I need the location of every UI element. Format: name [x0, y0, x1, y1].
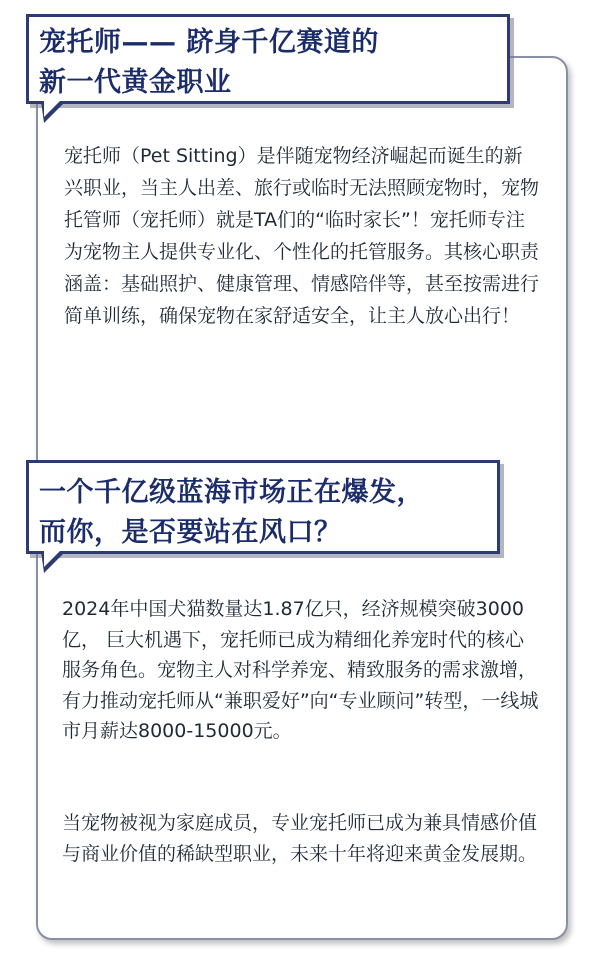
- section-1-title-line-2: 新一代黄金职业: [39, 67, 232, 98]
- section-1-body: 宠托师（Pet Sitting）是伴随宠物经济崛起而诞生的新兴职业，当主人出差、旅行或临时无法照顾宠物时，宠物托管师（宠托师）就是TA们的“临时家长”！宠托师专注为宠物主人提供专业化、个性化的托管服务。其核心职责涵盖：基础照护、健康管理、情感陪伴等，甚至按需进行简单训练，确保宠物在家舒适安全，让主人放心出行！: [64, 145, 540, 327]
- section-2-title-line-2: 而你，是否要站在风口？: [39, 517, 342, 548]
- section-1-title-line-1: 宠托师—— 跻身千亿赛道的: [39, 27, 379, 58]
- callout-tail-fill: [44, 551, 60, 567]
- section-2-body-2: 当宠物被视为家庭成员，专业宠托师已成为兼具情感价值与商业价值的稀缺型职业，未来十年将迎来黄金发展期。: [62, 812, 538, 865]
- section-2-callout: [26, 460, 500, 554]
- section-1-paragraph: [64, 140, 540, 332]
- section-2-paragraph-2: [62, 808, 542, 869]
- section-2-body-1: 2024年中国犬猫数量达1.87亿只，经济规模突破3000亿， 巨大机遇下，宠托师已成为精细化养宠时代的核心服务角色。宠物主人对科学养宠、精致服务的需求激增，有力推动宠托师从“兼职爱好”向“专业顾问”转型，一线城市月薪达8000-15000元。: [62, 598, 539, 742]
- section-1-callout: [26, 14, 510, 104]
- callout-tail-fill: [44, 101, 60, 117]
- section-2-paragraph-1: [62, 594, 542, 747]
- section-2-title-line-1: 一个千亿级蓝海市场正在爆发，: [39, 477, 424, 508]
